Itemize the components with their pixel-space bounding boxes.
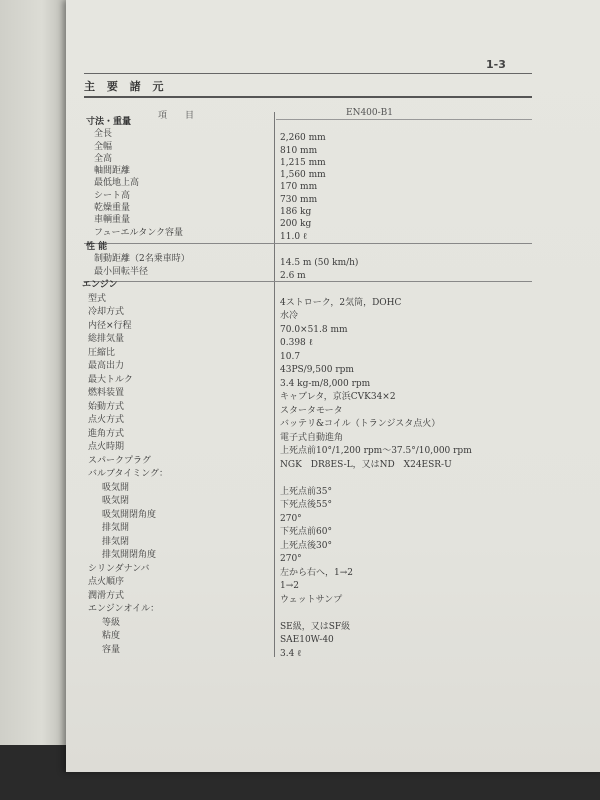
spec-row [66, 293, 600, 307]
column-header-item: 項 目 [158, 111, 195, 121]
spec-row [66, 603, 600, 617]
spec-value: 730 mm [280, 194, 318, 205]
spec-label: フューエルタンク容量 [94, 227, 184, 238]
spec-label: 吸気開閉角度 [102, 509, 157, 520]
spec-label: 排気開閉角度 [102, 550, 157, 560]
spec-row [66, 630, 600, 644]
spec-label: 粘度 [102, 631, 121, 641]
spec-value: 270° [280, 554, 302, 564]
spec-row [66, 644, 600, 658]
spec-label: 潤滑方式 [88, 590, 125, 601]
spec-value: スタータモータ [280, 405, 343, 416]
spec-label: 型式 [88, 293, 107, 304]
spec-label: 最小回転半径 [94, 266, 149, 277]
spec-value: 1→2 [280, 581, 299, 591]
spec-value: 上死点後30° [280, 540, 332, 551]
spec-value: 1,560 mm [280, 170, 326, 181]
rule-top [84, 73, 532, 74]
spec-value: 14.5 m (50 km/h) [280, 258, 359, 269]
spec-row [66, 333, 600, 347]
spec-label: 進角方式 [88, 428, 125, 439]
spec-value: 下死点後55° [280, 500, 332, 510]
spec-value: 2.6 m [280, 270, 306, 281]
section-engine [66, 279, 600, 657]
spec-row [66, 387, 600, 401]
spec-row [66, 190, 600, 205]
spec-row [66, 165, 600, 181]
spec-value: 3.4 ℓ [280, 648, 302, 659]
spec-row [66, 576, 600, 590]
spec-label: 排気閉 [102, 536, 130, 547]
spec-value: 水冷 [280, 311, 299, 321]
spec-value: 70.0×51.8 mm [280, 324, 348, 335]
column-header-model: EN400-B1 [346, 108, 394, 118]
spec-value: 2,260 mm [280, 133, 326, 144]
spec-row [66, 495, 600, 509]
spec-value: 810 mm [280, 145, 318, 156]
spec-value: 200 kg [280, 219, 312, 230]
spec-value: 0.398 ℓ [280, 338, 313, 348]
spec-label: 全長 [94, 129, 113, 140]
document-page [66, 0, 600, 772]
spec-label: 点火方式 [88, 415, 125, 425]
section-heading [66, 116, 600, 128]
spec-label: 排気開 [102, 523, 130, 533]
spec-row [66, 455, 600, 469]
spec-row [66, 266, 600, 281]
spec-label: 点火順序 [88, 577, 125, 587]
spec-row [66, 202, 600, 218]
spec-row [66, 253, 600, 269]
spec-row [66, 347, 600, 361]
spec-label: エンジンオイル： [88, 604, 160, 614]
page-title: 主 要 諸 元 [84, 80, 168, 93]
spec-label: スパークプラグ [88, 455, 152, 466]
section-title: 寸法・重量 [86, 117, 132, 127]
previous-page-edge [0, 0, 70, 745]
spec-label: 車輌重量 [94, 215, 131, 226]
section-dimensions [66, 116, 600, 242]
spec-value: 電子式自動進角 [280, 432, 344, 443]
spec-row [66, 227, 600, 242]
section-title: 性 能 [86, 242, 108, 252]
spec-row [66, 522, 600, 536]
spec-label: 吸気開 [102, 482, 130, 493]
rule-under-title [84, 96, 532, 98]
spec-label: 点火時期 [88, 442, 125, 452]
spec-label: 全高 [94, 153, 113, 164]
section-heading [66, 241, 600, 253]
spec-value: 43PS/9,500 rpm [280, 365, 354, 375]
spec-label: シリンダナンバ [88, 563, 150, 574]
spec-label: 容量 [102, 644, 121, 655]
spec-row [66, 320, 600, 334]
section-title: エンジン [82, 280, 118, 290]
spec-label: 総排気量 [88, 334, 125, 344]
spec-row [66, 414, 600, 428]
spec-row [66, 141, 600, 156]
spec-row [66, 306, 600, 320]
spec-row [66, 401, 600, 415]
spec-label: 乾燥重量 [94, 203, 131, 214]
spec-label: 最高出力 [88, 361, 125, 371]
spec-value: 1,215 mm [280, 157, 326, 168]
spec-row [66, 549, 600, 563]
spec-value: バッテリ&コイル（トランジスタ点火） [280, 419, 441, 429]
spec-label: 軸間距離 [94, 166, 131, 177]
spec-label: 燃料装置 [88, 388, 125, 398]
page-number: 1-3 [486, 58, 506, 71]
spec-row [66, 374, 600, 388]
spec-label: 等級 [102, 617, 121, 628]
spec-row [66, 468, 600, 482]
spec-value: SAE10W-40 [280, 635, 334, 645]
spec-label: 全幅 [94, 141, 113, 152]
spec-value: 4ストローク，2気筒，DOHC [280, 297, 402, 308]
spec-label: 最大トルク [88, 374, 133, 385]
spec-row [66, 590, 600, 604]
spec-row [66, 563, 600, 577]
section-performance [66, 241, 600, 281]
spec-value: 3.4 kg-m/8,000 rpm [280, 378, 371, 389]
spec-value: キャブレタ，京浜CVK34×2 [280, 392, 396, 402]
spec-value: NGK DR8ES-L，又はND X24ESR-U [280, 459, 452, 470]
spec-label: バルブタイミング： [88, 469, 169, 479]
spec-value: 270° [280, 513, 302, 524]
spec-row [66, 360, 600, 374]
spec-label: 制動距離（2名乗車時） [94, 254, 190, 265]
section-heading [66, 279, 600, 293]
spec-label: 冷却方式 [88, 307, 125, 317]
spec-value: SE級，又はSF級 [280, 621, 351, 632]
spec-row [66, 482, 600, 496]
spec-value: 186 kg [280, 207, 312, 218]
spec-value: 左から右へ，1→2 [280, 567, 353, 578]
spec-label: 内径×行程 [88, 320, 132, 331]
spec-label: 始動方式 [88, 401, 125, 412]
spec-label: シート高 [94, 190, 131, 201]
spec-row [66, 177, 600, 193]
spec-value: 下死点前60° [280, 527, 332, 537]
spec-row [66, 509, 600, 523]
spec-value: 10.7 [280, 351, 301, 362]
spec-value: 上死点前10°/1,200 rpm～37.5°/10,000 rpm [280, 446, 472, 456]
spec-row [66, 428, 600, 442]
spec-row [66, 441, 600, 455]
spec-label: 圧縮比 [88, 347, 116, 358]
spec-row [66, 153, 600, 168]
spec-value: 170 mm [280, 182, 318, 193]
spec-value: ウェットサンプ [280, 594, 343, 605]
spec-row [66, 617, 600, 631]
spec-row [66, 214, 600, 230]
spec-label: 最低地上高 [94, 178, 140, 189]
spec-row [66, 128, 600, 144]
spec-row [66, 536, 600, 550]
spec-value: 上死点前35° [280, 486, 332, 497]
spec-label: 吸気閉 [102, 496, 130, 506]
spec-value: 11.0 ℓ [280, 231, 308, 242]
